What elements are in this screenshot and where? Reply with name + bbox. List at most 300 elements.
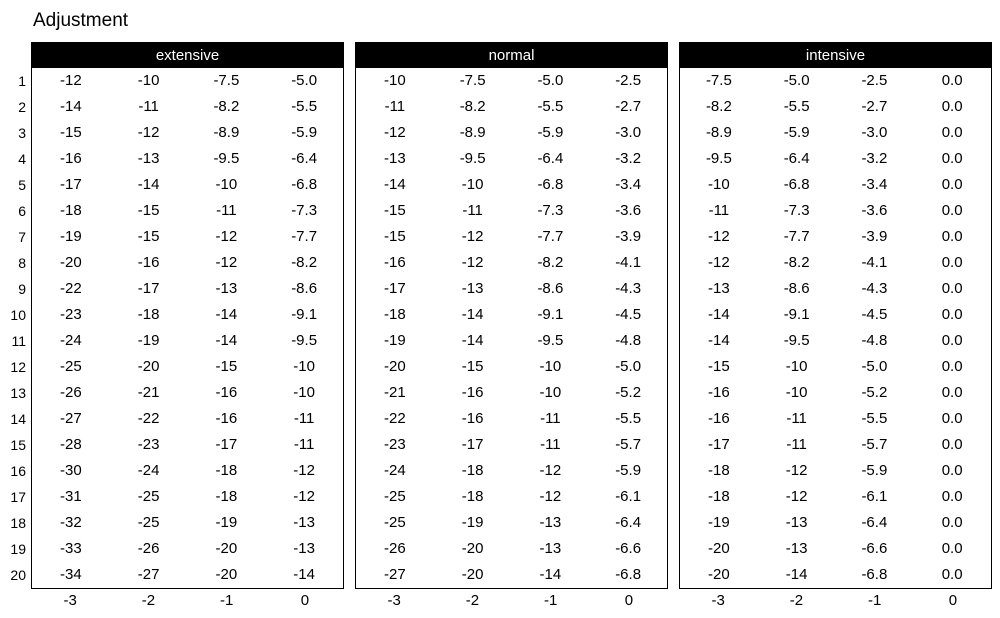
value-cell: -19	[384, 332, 406, 349]
value-cell: -26	[60, 384, 82, 401]
value-cell: -13	[785, 514, 808, 531]
table-row	[356, 562, 667, 588]
value-cell: -8.2	[213, 98, 240, 115]
value-cell: 0.0	[941, 540, 963, 557]
value-cell: -23	[384, 436, 406, 453]
value-cell: -15	[384, 202, 406, 219]
value-cell: -5.7	[615, 436, 642, 453]
value-cell: -19	[461, 514, 484, 531]
value-cell: -5.0	[615, 358, 642, 375]
value-cell: -6.8	[783, 176, 810, 193]
value-cell: -17	[215, 436, 238, 453]
column-label: -3	[63, 592, 77, 609]
table-row	[680, 146, 991, 172]
table-row	[356, 328, 667, 354]
value-cell: -6.4	[537, 150, 564, 167]
value-cell: -4.1	[615, 254, 642, 271]
value-cell: 0.0	[941, 514, 963, 531]
value-cell: -6.8	[291, 176, 318, 193]
value-cell: -19	[708, 514, 730, 531]
value-cell: -21	[137, 384, 160, 401]
value-cell: -14	[708, 332, 730, 349]
value-cell: -9.5	[459, 150, 486, 167]
row-label: 8	[18, 255, 26, 271]
value-cell: -11	[138, 98, 159, 115]
value-cell: -16	[708, 410, 730, 427]
value-cell: 0.0	[941, 306, 963, 323]
value-cell: -22	[137, 410, 160, 427]
table-row	[680, 68, 991, 94]
value-cell: -10	[384, 72, 406, 89]
table-row	[680, 224, 991, 250]
value-cell: -25	[384, 514, 406, 531]
table-row	[32, 458, 343, 484]
value-cell: -31	[60, 488, 82, 505]
value-cell: -18	[708, 488, 730, 505]
value-cell: -18	[384, 306, 406, 323]
value-cell: -14	[137, 176, 160, 193]
value-cell: -7.3	[537, 202, 564, 219]
value-cell: -14	[60, 98, 82, 115]
value-cell: -10	[539, 384, 562, 401]
table-row	[32, 432, 343, 458]
value-cell: -20	[384, 358, 406, 375]
value-cell: -12	[293, 488, 315, 505]
value-cell: -5.2	[861, 384, 888, 401]
value-cell: -24	[384, 462, 406, 479]
column-label: 0	[948, 592, 958, 609]
value-cell: -13	[293, 514, 315, 531]
table-row	[356, 94, 667, 120]
value-cell: -7.7	[783, 228, 810, 245]
value-cell: -28	[60, 436, 82, 453]
value-cell: -3.6	[861, 202, 888, 219]
value-cell: -14	[539, 566, 562, 583]
value-cell: -3.6	[615, 202, 642, 219]
value-cell: -5.9	[291, 124, 318, 141]
value-cell: -16	[215, 410, 238, 427]
value-cell: -20	[708, 540, 730, 557]
value-cell: -20	[137, 358, 160, 375]
value-cell: -23	[137, 436, 160, 453]
value-cell: -14	[215, 306, 238, 323]
value-cell: -16	[461, 410, 484, 427]
row-label: 7	[18, 229, 26, 245]
table-row	[32, 198, 343, 224]
value-cell: -12	[215, 254, 238, 271]
column-axis-labels-normal	[355, 589, 668, 613]
value-cell: -7.3	[783, 202, 810, 219]
table-row	[356, 406, 667, 432]
value-cell: -16	[60, 150, 82, 167]
value-cell: -12	[708, 228, 730, 245]
value-cell: -16	[708, 384, 730, 401]
value-cell: -3.2	[861, 150, 888, 167]
value-cell: -13	[785, 540, 808, 557]
table-row	[32, 146, 343, 172]
table-row	[32, 276, 343, 302]
value-cell: -12	[215, 228, 238, 245]
value-cell: -13	[293, 540, 315, 557]
column-label: -1	[543, 592, 558, 609]
value-cell: -9.5	[783, 332, 810, 349]
value-cell: 0.0	[941, 384, 963, 401]
table-row	[680, 484, 991, 510]
table-row	[32, 510, 343, 536]
row-label: 18	[10, 515, 26, 531]
panel-header-intensive	[679, 42, 992, 68]
value-cell: -14	[293, 566, 315, 583]
table-row	[32, 562, 343, 588]
table-row	[680, 302, 991, 328]
value-cell: -15	[461, 358, 484, 375]
value-cell: -11	[540, 410, 561, 427]
value-cell: -14	[461, 306, 484, 323]
table-row	[32, 302, 343, 328]
column-label: -3	[711, 592, 725, 609]
column-label: -2	[465, 592, 480, 609]
value-cell: -5.0	[537, 72, 564, 89]
table-row	[680, 536, 991, 562]
table-row	[32, 250, 343, 276]
table-row	[356, 172, 667, 198]
table-row	[32, 224, 343, 250]
value-cell: 0.0	[941, 488, 963, 505]
table-row	[680, 406, 991, 432]
value-cell: -8.6	[291, 280, 318, 297]
row-label: 14	[10, 411, 26, 427]
value-cell: 0.0	[941, 72, 963, 89]
value-cell: -12	[137, 124, 160, 141]
row-label: 17	[10, 489, 26, 505]
value-cell: -19	[137, 332, 160, 349]
panel-normal	[355, 42, 668, 613]
value-cell: -15	[137, 202, 160, 219]
table-row	[680, 94, 991, 120]
value-cell: -26	[137, 540, 160, 557]
panels-layout	[0, 42, 1000, 613]
table-row	[680, 250, 991, 276]
column-label: -1	[867, 592, 882, 609]
value-cell: -6.6	[615, 540, 642, 557]
row-label: 16	[10, 463, 26, 479]
row-label: 15	[10, 437, 26, 453]
value-cell: -25	[137, 514, 160, 531]
value-cell: -10	[293, 384, 315, 401]
table-row	[356, 302, 667, 328]
value-cell: -27	[60, 410, 82, 427]
page-title: Adjustment	[33, 10, 129, 31]
value-cell: -8.2	[459, 98, 486, 115]
value-cell: -3.2	[615, 150, 642, 167]
value-cell: 0.0	[941, 280, 963, 297]
value-cell: 0.0	[941, 254, 963, 271]
value-cell: -9.1	[291, 306, 318, 323]
value-cell: -22	[384, 410, 406, 427]
table-row	[32, 406, 343, 432]
value-cell: -8.2	[291, 254, 318, 271]
value-cell: -5.5	[861, 410, 888, 427]
value-cell: -8.6	[537, 280, 564, 297]
value-cell: -13	[539, 514, 562, 531]
value-cell: -2.7	[861, 98, 888, 115]
value-cell: -4.5	[861, 306, 888, 323]
value-cell: -12	[461, 254, 484, 271]
value-cell: -24	[137, 462, 160, 479]
table-row	[356, 432, 667, 458]
value-cell: -13	[539, 540, 562, 557]
value-cell: -13	[461, 280, 484, 297]
value-cell: -26	[384, 540, 406, 557]
value-cell: -18	[708, 462, 730, 479]
value-cell: -3.9	[861, 228, 888, 245]
value-cell: -4.8	[861, 332, 888, 349]
table-row	[680, 354, 991, 380]
value-cell: -18	[60, 202, 82, 219]
value-cell: -6.4	[783, 150, 810, 167]
table-row	[356, 68, 667, 94]
column-axis-labels-intensive	[679, 589, 992, 613]
value-cell: -4.3	[615, 280, 642, 297]
panel-extensive	[31, 42, 344, 613]
value-cell: -12	[539, 488, 562, 505]
table-row	[680, 120, 991, 146]
value-cell: -11	[462, 202, 483, 219]
value-cell: 0.0	[941, 436, 963, 453]
value-cell: -5.5	[537, 98, 564, 115]
value-cell: -13	[384, 150, 406, 167]
value-cell: -5.2	[615, 384, 642, 401]
value-cell: -6.4	[291, 150, 318, 167]
value-cell: -14	[708, 306, 730, 323]
value-cell: -33	[60, 540, 82, 557]
value-cell: -25	[60, 358, 82, 375]
value-cell: -20	[461, 540, 484, 557]
value-cell: -5.0	[783, 72, 810, 89]
value-cell: -6.4	[615, 514, 642, 531]
table-row	[680, 510, 991, 536]
value-cell: -12	[461, 228, 484, 245]
value-cell: -6.8	[615, 566, 642, 583]
value-cell: -16	[461, 384, 484, 401]
row-label: 12	[10, 359, 26, 375]
panel-header-normal	[355, 42, 668, 68]
value-cell: 0.0	[941, 332, 963, 349]
value-cell: -14	[215, 332, 238, 349]
value-cell: -7.3	[291, 202, 318, 219]
value-cell: -10	[293, 358, 315, 375]
value-cell: -20	[60, 254, 82, 271]
value-cell: -3.9	[615, 228, 642, 245]
value-cell: -17	[708, 436, 730, 453]
value-cell: 0.0	[941, 98, 963, 115]
row-label: 2	[18, 99, 26, 115]
table-row	[356, 198, 667, 224]
table-row	[32, 68, 343, 94]
row-label: 11	[11, 333, 26, 349]
table-row	[356, 276, 667, 302]
value-cell: -5.9	[861, 462, 888, 479]
table-row	[356, 120, 667, 146]
table-row	[356, 380, 667, 406]
value-cell: -5.0	[291, 72, 318, 89]
table-row	[356, 250, 667, 276]
value-cell: -27	[137, 566, 160, 583]
table-row	[32, 380, 343, 406]
value-cell: -4.5	[615, 306, 642, 323]
value-cell: -5.9	[783, 124, 810, 141]
value-cell: -10	[137, 72, 160, 89]
value-cell: -12	[60, 72, 82, 89]
value-cell: -15	[137, 228, 160, 245]
value-cell: -20	[708, 566, 730, 583]
value-cell: 0.0	[941, 410, 963, 427]
table-row	[680, 198, 991, 224]
table-row	[32, 172, 343, 198]
value-cell: -4.1	[861, 254, 888, 271]
value-cell: -4.3	[861, 280, 888, 297]
value-cell: -11	[293, 436, 315, 453]
value-cell: -8.2	[783, 254, 810, 271]
value-cell: -6.1	[615, 488, 642, 505]
value-cell: -11	[786, 436, 807, 453]
value-cell: -18	[461, 462, 484, 479]
value-cell: 0.0	[941, 462, 963, 479]
value-cell: -15	[384, 228, 406, 245]
value-cell: -10	[785, 358, 808, 375]
value-cell: -30	[60, 462, 82, 479]
table-row	[356, 484, 667, 510]
table-row	[356, 458, 667, 484]
value-cell: -15	[60, 124, 82, 141]
value-cell: -11	[786, 410, 807, 427]
value-cell: -18	[137, 306, 160, 323]
table-row	[680, 380, 991, 406]
value-cell: -5.9	[537, 124, 564, 141]
value-cell: -25	[137, 488, 160, 505]
value-cell: -24	[60, 332, 82, 349]
value-cell: -11	[216, 202, 237, 219]
value-cell: -12	[384, 124, 406, 141]
value-cell: -6.6	[861, 540, 888, 557]
value-cell: -14	[461, 332, 484, 349]
value-cell: -25	[384, 488, 406, 505]
value-cell: -5.5	[783, 98, 810, 115]
table-row	[680, 328, 991, 354]
value-cell: -12	[539, 462, 562, 479]
value-cell: -10	[708, 176, 730, 193]
value-cell: -19	[60, 228, 82, 245]
column-label: 0	[624, 592, 634, 609]
table-row	[32, 94, 343, 120]
value-cell: -11	[708, 202, 730, 219]
value-cell: -5.0	[861, 358, 888, 375]
value-cell: -10	[461, 176, 484, 193]
value-cell: -12	[293, 462, 315, 479]
value-cell: -11	[293, 410, 315, 427]
value-cell: -8.2	[537, 254, 564, 271]
table-row	[32, 328, 343, 354]
value-cell: -9.1	[783, 306, 810, 323]
value-cell: -18	[215, 488, 238, 505]
panel-header-extensive	[31, 42, 344, 68]
column-axis-labels-extensive	[31, 589, 344, 613]
panel-body-intensive	[679, 68, 992, 589]
value-cell: -4.8	[615, 332, 642, 349]
value-cell: -10	[539, 358, 562, 375]
value-cell: -14	[785, 566, 808, 583]
table-row	[680, 432, 991, 458]
table-row	[32, 354, 343, 380]
value-cell: -8.9	[705, 124, 732, 141]
value-cell: -2.7	[615, 98, 642, 115]
value-cell: -9.5	[537, 332, 564, 349]
value-cell: -32	[60, 514, 82, 531]
row-label: 6	[18, 203, 26, 219]
value-cell: -20	[461, 566, 484, 583]
value-cell: -6.1	[861, 488, 888, 505]
value-cell: -12	[785, 462, 808, 479]
value-cell: -8.2	[705, 98, 732, 115]
row-label: 4	[18, 151, 26, 167]
value-cell: -18	[461, 488, 484, 505]
value-cell: -12	[785, 488, 808, 505]
row-label: 1	[18, 73, 26, 89]
value-cell: 0.0	[941, 124, 963, 141]
value-cell: -3.0	[861, 124, 888, 141]
value-cell: -13	[215, 280, 238, 297]
value-cell: -14	[384, 176, 406, 193]
row-label: 10	[10, 307, 26, 323]
value-cell: -5.9	[615, 462, 642, 479]
table-row	[356, 536, 667, 562]
value-cell: -20	[215, 540, 238, 557]
table-row	[356, 354, 667, 380]
column-label: -2	[141, 592, 156, 609]
panel-header-label: intensive	[805, 46, 866, 64]
value-cell: -18	[215, 462, 238, 479]
value-cell: -2.5	[615, 72, 642, 89]
value-cell: 0.0	[941, 228, 963, 245]
value-cell: -11	[384, 98, 406, 115]
value-cell: -10	[785, 384, 808, 401]
value-cell: -6.4	[861, 514, 888, 531]
value-cell: -9.1	[537, 306, 564, 323]
value-cell: -6.8	[537, 176, 564, 193]
table-row	[680, 276, 991, 302]
value-cell: -22	[60, 280, 82, 297]
value-cell: 0.0	[941, 358, 963, 375]
table-row	[32, 484, 343, 510]
panel-body-extensive	[31, 68, 344, 589]
value-cell: -5.7	[861, 436, 888, 453]
value-cell: -8.6	[783, 280, 810, 297]
value-cell: -16	[215, 384, 238, 401]
row-label: 9	[18, 281, 26, 297]
value-cell: -16	[137, 254, 160, 271]
value-cell: -10	[215, 176, 238, 193]
value-cell: -27	[384, 566, 406, 583]
value-cell: -17	[137, 280, 160, 297]
value-cell: -17	[60, 176, 82, 193]
value-cell: 0.0	[941, 566, 963, 583]
column-label: 0	[300, 592, 310, 609]
value-cell: -8.9	[213, 124, 240, 141]
value-cell: -3.0	[615, 124, 642, 141]
value-cell: 0.0	[941, 176, 963, 193]
value-cell: -7.5	[459, 72, 486, 89]
value-cell: -16	[384, 254, 406, 271]
